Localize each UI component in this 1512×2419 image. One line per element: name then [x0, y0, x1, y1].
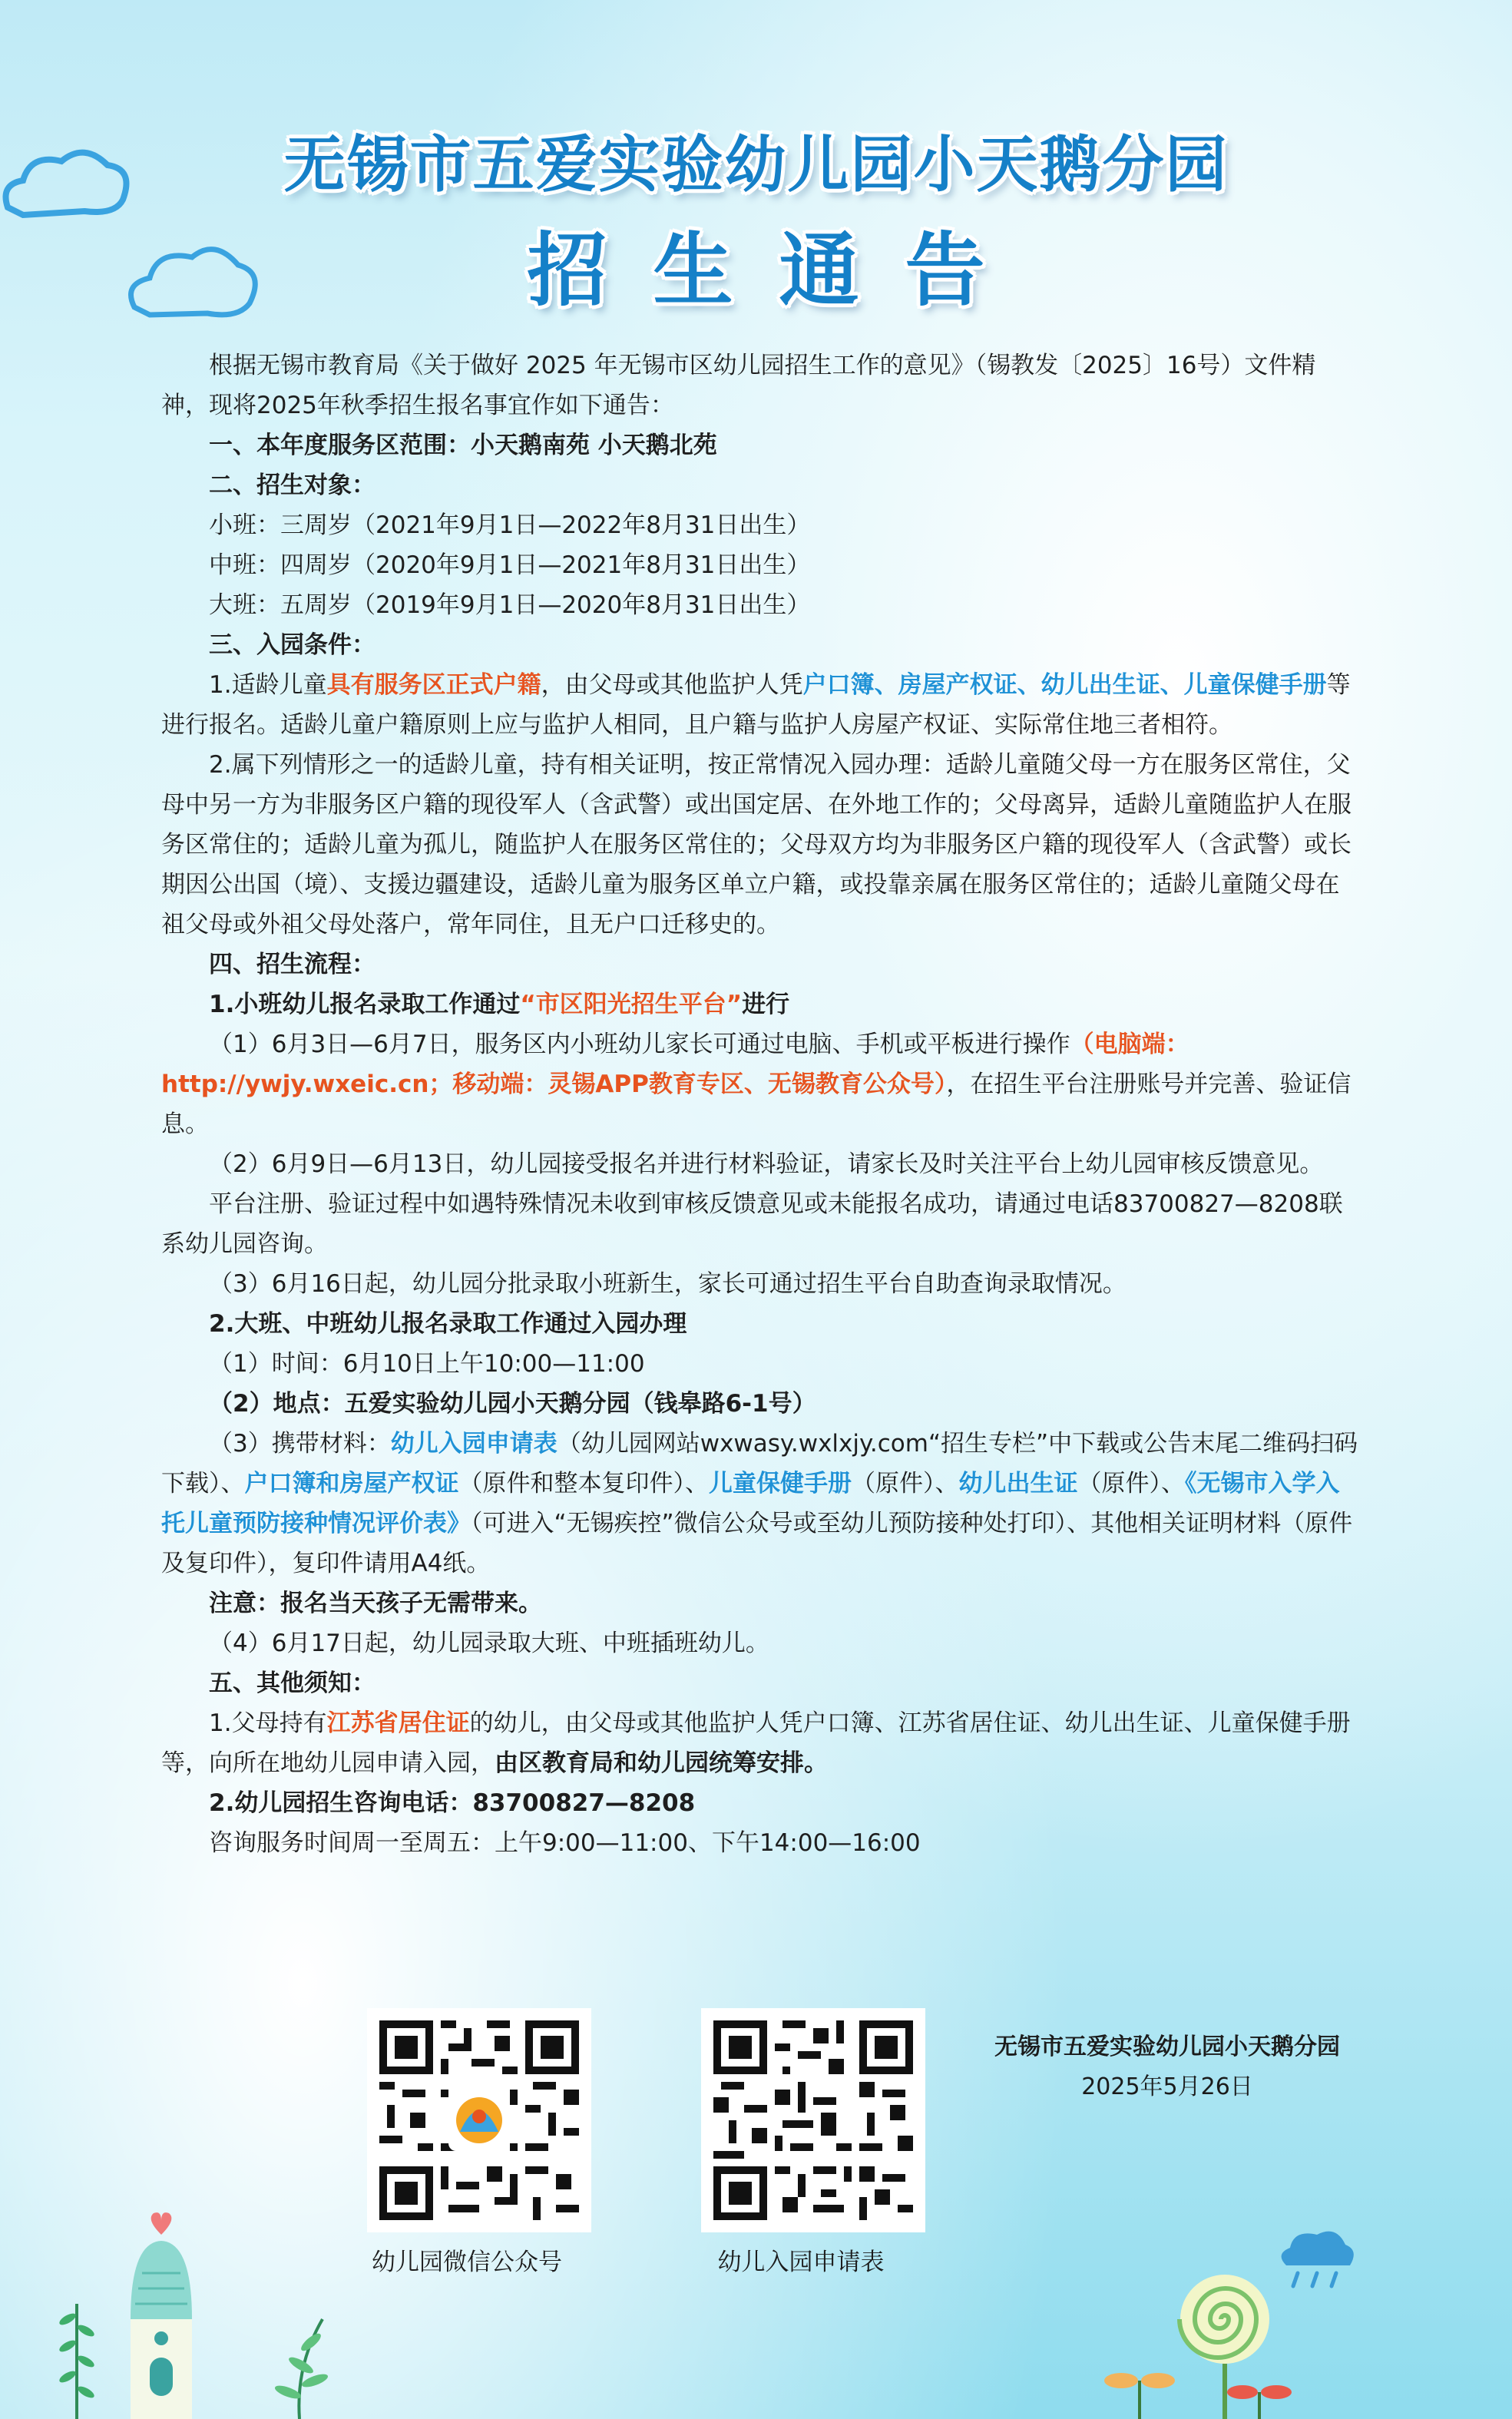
class-small: 小班：三周岁（2021年9月1日—2022年8月31日出生） [209, 511, 811, 539]
leaf-icon [46, 2296, 108, 2419]
rain-cloud-icon [1275, 2223, 1359, 2292]
process-1-step-3: （3）6月16日起，幼儿园分批录取小班新生，家长可通过招生平台自助查询录取情况。 [209, 1270, 1127, 1298]
process-2-time: （1）时间：6月10日上午10:00—11:00 [209, 1350, 645, 1378]
section-heading: 四、招生流程： [209, 951, 376, 978]
process-1-note: 平台注册、验证过程中如遇特殊情况未收到审核反馈意见或未能报名成功，请通过电话83700827—8208联系幼儿园咨询。 [161, 1190, 1343, 1258]
lighthouse-icon [108, 2204, 215, 2419]
qr-form-label: 幼儿入园申请表 [717, 2249, 885, 2276]
section-heading: 二、招生对象： [209, 472, 376, 499]
signature-date: 2025年5月26日 [1081, 2073, 1253, 2100]
process-2-step-4: （4）6月17日起，幼儿园录取大班、中班插班幼儿。 [209, 1630, 769, 1657]
class-big: 大班：五周岁（2019年9月1日—2020年8月31日出生） [209, 591, 811, 619]
signature-org: 无锡市五爱实验幼儿园小天鹅分园 [994, 2033, 1340, 2060]
qr-wechat-label: 幼儿园微信公众号 [372, 2249, 562, 2276]
other-2-phone: 2.幼儿园招生咨询电话：83700827—8208 [209, 1789, 696, 1817]
condition-2: 2.属下列情形之一的适龄儿童，持有相关证明，按正常情况入园办理：适龄儿童随父母一方在服务区常住，父母中另一方为非服务区户籍的现役军人（含武警）或出国定居、在外地工作的；父母离异，适龄儿童随监护人在服务区常住的；适龄儿童为孤儿，随监护人在服务区常住的；父母双方均为非服务区户籍的现役军人（含武警）或长期因公出国（境）、支援边疆建设，适龄儿童为服务区单立户籍，或投靠亲属在服务区常住的；适龄儿童随父母在祖父母或外祖父母处落户，常年同住，且无户口迁移史的。 [161, 751, 1352, 938]
page-title: 无锡市五爱实验幼儿园小天鹅分园 [283, 129, 1229, 200]
intro-paragraph: 根据无锡市教育局《关于做好 2025 年无锡市区幼儿园招生工作的意见》（锡教发〔2025〕16号）文件精神，现将2025年秋季招生报名事宜作如下通告： [161, 352, 1316, 419]
section-heading: 三、入园条件： [209, 631, 376, 659]
section-heading: 一、本年度服务区范围：小天鹅南苑 小天鹅北苑 [209, 432, 717, 459]
other-2-hours: 咨询服务时间周一至周五：上午9:00—11:00、下午14:00—16:00 [209, 1829, 921, 1857]
flower-icon [1098, 2365, 1183, 2419]
condition-1: 1.适龄儿童具有服务区正式户籍，由父母或其他监护人凭户口簿、房屋产权证、幼儿出生证、儿童保健手册等进行报名。适龄儿童户籍原则上应与监护人相同，且户籍与监护人房屋产权证、实际常住地三者相符。 [161, 671, 1351, 739]
qr-code-icon [713, 2020, 913, 2220]
process-2-materials: （3）携带材料：幼儿入园申请表（幼儿园网站wxwasy.wxlxjy.com“招生专栏”中下载或公告末尾二维码扫码下载）、户口簿和房屋产权证（原件和整本复印件）、儿童保健手册（原件）、幼儿出生证（原件）、《无锡市入学入托儿童预防接种情况评价表》（可进入“无锡疾控”微信公众号或至幼儿预防接种处打印）、其他相关证明材料（原件及复印件），复印件请用A4纸。 [161, 1430, 1358, 1577]
process-1-step-1: （1）6月3日—6月7日，服务区内小班幼儿家长可通过电脑、手机或平板进行操作（电脑端：http://ywjy.wxeic.cn；移动端：灵锡APP教育专区、无锡教育公众号），在招生平台注册账号并完善、验证信息。 [161, 1031, 1352, 1138]
other-1: 1.父母持有江苏省居住证的幼儿，由父母或其他监护人凭户口簿、江苏省居住证、幼儿出生证、儿童保健手册等，向所在地幼儿园申请入园，由区教育局和幼儿园统筹安排。 [161, 1709, 1351, 1777]
notice-body [161, 346, 1359, 1863]
flower-icon [1221, 2381, 1298, 2419]
page-subtitle: 招生通告 [527, 223, 1031, 317]
section-heading: 五、其他须知： [209, 1669, 376, 1697]
process-2-location: （2）地点：五爱实验幼儿园小天鹅分园（钱皋路6-1号） [209, 1390, 816, 1418]
signature-block [960, 2027, 1375, 2107]
process-1: 1.小班幼儿报名录取工作通过“市区阳光招生平台”进行 [209, 991, 790, 1018]
process-1-step-2: （2）6月9日—6月13日，幼儿园接受报名并进行材料验证，请家长及时关注平台上幼儿园审核反馈意见。 [209, 1150, 1324, 1178]
qr-code-icon [379, 2020, 579, 2220]
leaf-icon [253, 2311, 346, 2419]
qr-application-form[interactable] [701, 2008, 925, 2232]
process-2: 2.大班、中班幼儿报名录取工作通过入园办理 [209, 1310, 687, 1338]
process-2-note: 注意：报名当天孩子无需带来。 [209, 1590, 542, 1617]
class-mid: 中班：四周岁（2020年9月1日—2021年8月31日出生） [209, 551, 811, 579]
qr-wechat[interactable] [367, 2008, 591, 2232]
